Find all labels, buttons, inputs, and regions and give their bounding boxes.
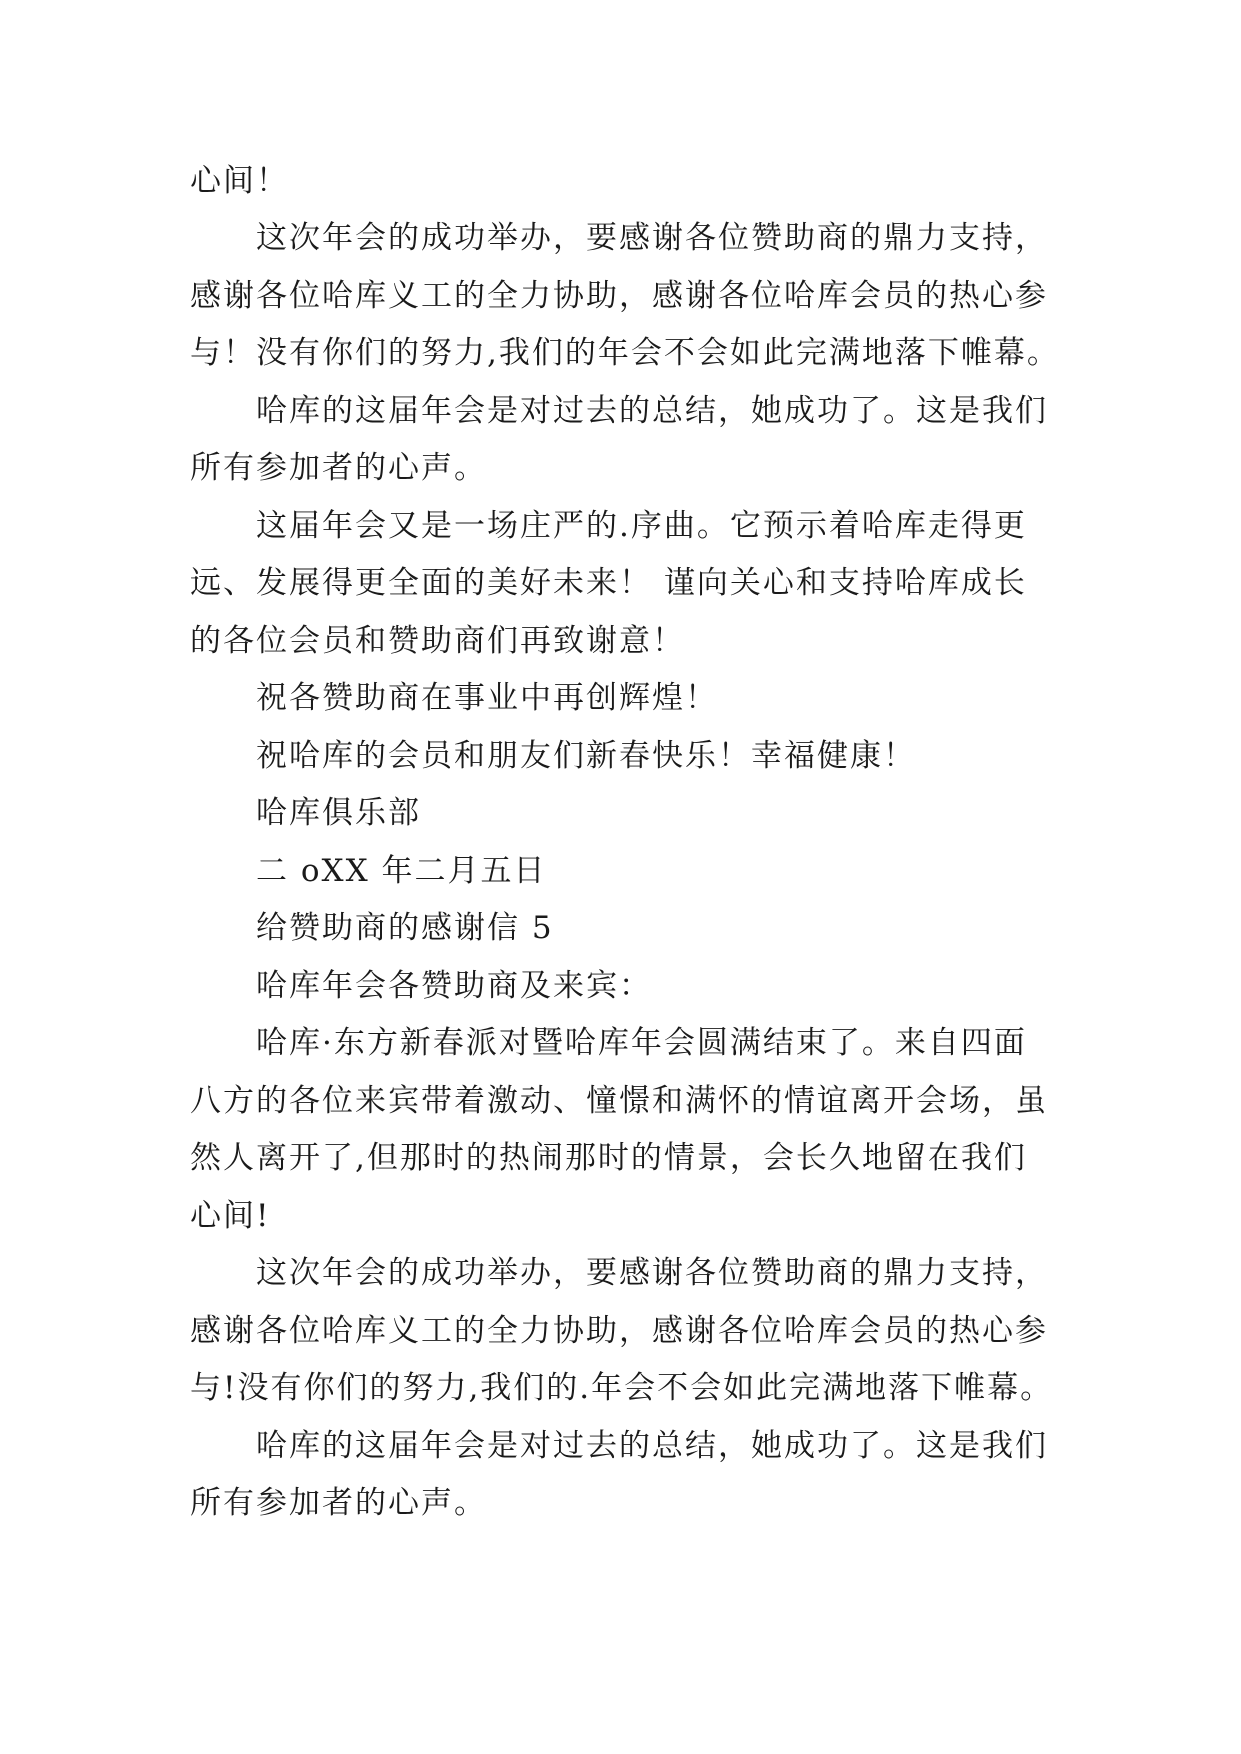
text-line: 哈库的这届年会是对过去的总结，她成功了。这是我们 xyxy=(256,1428,1048,1464)
text-line: 心间! xyxy=(190,1198,271,1234)
text-line: 心间！ xyxy=(190,163,289,199)
text-line: 与!没有你们的努力,我们的.年会不会如此完满地落下帷幕。 xyxy=(190,1370,1054,1406)
text-line: 感谢各位哈库义工的全力协助，感谢各位哈库会员的热心参 xyxy=(190,278,1048,314)
text-line: 感谢各位哈库义工的全力协助，感谢各位哈库会员的热心参 xyxy=(190,1313,1048,1349)
text-line: 的各位会员和赞助商们再致谢意！ xyxy=(190,623,685,659)
text-line: 所有参加者的心声。 xyxy=(190,1485,487,1521)
signature-line: 哈库俱乐部 xyxy=(256,795,421,831)
date-line: 二 oXX 年二月五日 xyxy=(256,853,547,889)
text-line: 这次年会的成功举办，要感谢各位赞助商的鼎力支持， xyxy=(256,220,1048,256)
text-line: 祝哈库的会员和朋友们新春快乐！幸福健康！ xyxy=(256,738,916,774)
text-line: 哈库·东方新春派对暨哈库年会圆满结束了。来自四面 xyxy=(256,1025,1027,1061)
text-line: 远、发展得更全面的美好未来！ 谨向关心和支持哈库成长 xyxy=(190,565,1027,601)
salutation-line: 哈库年会各赞助商及来宾： xyxy=(256,968,652,1004)
letter-title: 给赞助商的感谢信 5 xyxy=(256,910,554,946)
text-line: 所有参加者的心声。 xyxy=(190,450,487,486)
text-line: 这次年会的成功举办，要感谢各位赞助商的鼎力支持， xyxy=(256,1255,1048,1291)
text-line: 哈库的这届年会是对过去的总结，她成功了。这是我们 xyxy=(256,393,1048,429)
text-line: 与！没有你们的努力,我们的年会不会如此完满地落下帷幕。 xyxy=(190,335,1060,371)
text-line: 祝各赞助商在事业中再创辉煌！ xyxy=(256,680,718,716)
text-line: 这届年会又是一场庄严的.序曲。它预示着哈库走得更 xyxy=(256,508,1027,544)
text-line: 然人离开了,但那时的热闹那时的情景，会长久地留在我们 xyxy=(190,1140,1027,1176)
text-line: 八方的各位来宾带着激动、憧憬和满怀的情谊离开会场，虽 xyxy=(190,1083,1048,1119)
